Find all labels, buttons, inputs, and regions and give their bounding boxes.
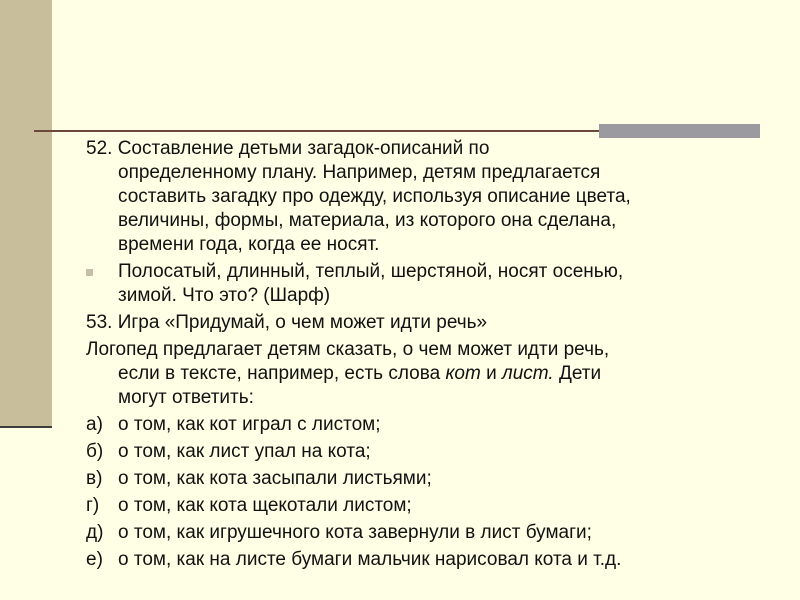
conjunction: и [480, 363, 502, 384]
task-52-line: времени года, когда ее носят. [118, 234, 380, 255]
left-band-underline [0, 426, 52, 428]
divider-accent-bar [599, 124, 760, 138]
item-text: о том, как лист упал на кота; [118, 441, 371, 462]
word-leaf: лист. [501, 363, 554, 384]
example-bullet-item [86, 260, 776, 308]
left-decor-band [0, 0, 52, 426]
task-53-intro [86, 338, 776, 410]
intro-line: могут ответить: [118, 387, 254, 408]
item-text: о том, как кота щекотали листом; [118, 495, 412, 516]
answer-item [86, 548, 776, 572]
item-marker: г) [86, 495, 100, 516]
item-text: о том, как на листе бумаги мальчик нарисовал кота и т.д. [118, 549, 622, 570]
item-text: о том, как игрушечного кота завернули в лист бумаги; [118, 522, 592, 543]
slide-body [86, 137, 776, 572]
item-marker: е) [86, 549, 103, 570]
item-text: о том, как кот играл с листом; [118, 414, 381, 435]
intro-text: Дети [553, 363, 602, 384]
example-line: зимой. Что это? (Шарф) [118, 285, 331, 306]
item-marker: в) [86, 468, 103, 489]
answer-item [86, 467, 776, 491]
intro-line: Логопед предлагает детям сказать, о чем может идти речь, [86, 339, 610, 360]
task-52-paragraph [86, 137, 776, 257]
item-text: о том, как кота засыпали листьями; [118, 468, 432, 489]
answer-item [86, 413, 776, 437]
example-line: Полосатый, длинный, теплый, шерстяной, носят осенью, [118, 261, 624, 282]
intro-text: если в тексте, например, есть слова [118, 363, 446, 384]
item-marker: д) [86, 522, 104, 543]
item-marker: а) [86, 414, 103, 435]
task-52-line: 52. Составление детьми загадок-описаний по [86, 138, 490, 159]
item-marker: б) [86, 441, 104, 462]
word-cat: кот [445, 363, 481, 384]
answer-item [86, 440, 776, 464]
task-52-line: составить загадку про одежду, используя описание цвета, [118, 186, 631, 207]
task-52-line: величины, формы, материала, из которого она сделана, [118, 210, 617, 231]
answer-item [86, 521, 776, 545]
square-bullet-icon [86, 269, 93, 276]
task-53-title: 53. Игра «Придумай, о чем может идти речь» [86, 312, 488, 333]
task-52-line: определенному плану. Например, детям предлагается [118, 162, 601, 183]
answer-item [86, 494, 776, 518]
intro-line [86, 362, 776, 386]
